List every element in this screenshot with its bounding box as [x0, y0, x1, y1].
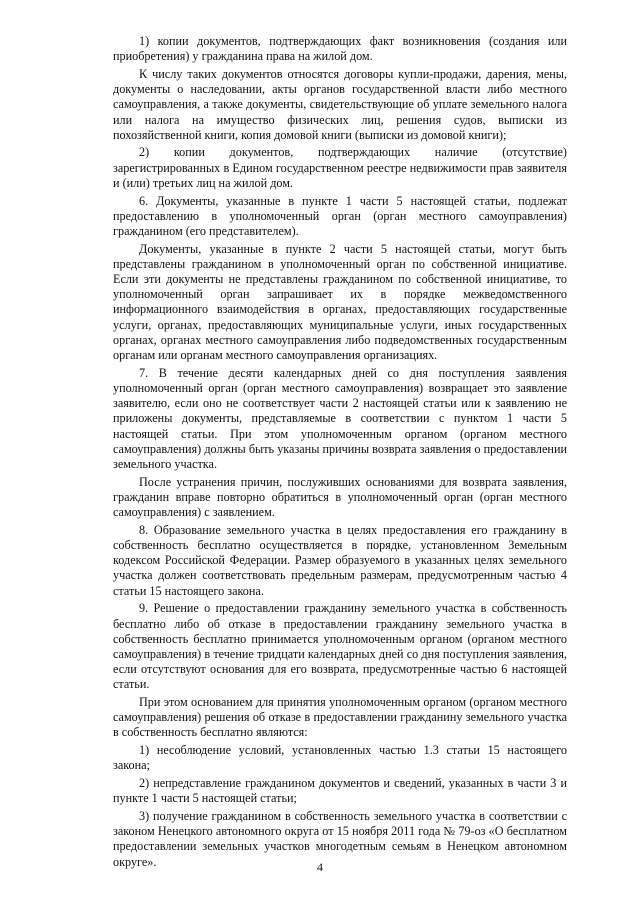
paragraph-2: К числу таких документов относятся договоры купли-продажи, дарения, мены, документы о наследовании, акты органов государственной власти либо местного самоуправления, а также документы, свидетельствующие об уплате земельного налога или налога на имущество физических лиц, решения судов, выписки из похозяйственной книги, копия домовой книги (выписки из домовой книги); [113, 66, 567, 142]
document-body [113, 34, 567, 872]
paragraph-7: После устранения причин, послуживших основаниями для возврата заявления, гражданин вправе повторно обратиться в уполномоченный орган (орган местного самоуправления) с заявлением. [113, 474, 567, 520]
paragraph-11: 1) несоблюдение условий, установленных частью 1.3 статьи 15 настоящего закона; [113, 743, 567, 773]
paragraph-3: 2) копии документов, подтверждающих наличие (отсутствие) зарегистрированных в Едином государственном реестре недвижимости прав заявителя и (или) третьих лиц на жилой дом. [113, 145, 567, 190]
paragraph-13: 3) получение гражданином в собственность земельного участка в соответствии с законом Ненецкого автономного округа от 15 ноября 2011 года № 79-оз «О бесплатном предоставлении земельных участков многодетным семьям в Ненецком автономном округе». [113, 808, 567, 869]
paragraph-8: 8. Образование земельного участка в целях предоставления его гражданину в собственность бесплатно осуществляется в порядке, установленном Земельным кодексом Российской Федерации. Размер образуемого в указанных целях земельного участка должен соответствовать предельным размерам, предусмотренным частью 4 статьи 15 настоящего закона. [113, 522, 567, 598]
page-number: 4 [317, 860, 323, 874]
paragraph-10: При этом основанием для принятия уполномоченным органом (органом местного самоуправления) решения об отказе в предоставлении гражданину земельного участка в собственность бесплатно являются: [113, 695, 567, 740]
paragraph-6: 7. В течение десяти календарных дней со дня поступления заявления уполномоченный орган (орган местного самоуправления) возвращает это заявление заявителю, если оно не соответствует части 2 настоящей статьи или к заявлению не приложены документы, представляемые в соответствии с пунктом 1 части 5 настоящей статьи. При этом уполномоченным органом (органом местного самоуправления) должны быть указаны причины возврата заявления о предоставлении земельного участка. [113, 365, 567, 471]
paragraph-1: 1) копии документов, подтверждающих факт возникновения (создания или приобретения) у гражданина права на жилой дом. [113, 34, 567, 64]
paragraph-12: 2) непредставление гражданином документов и сведений, указанных в части 3 и пункте 1 части 5 настоящей статьи; [113, 776, 567, 806]
paragraph-9: 9. Решение о предоставлении гражданину земельного участка в собственность бесплатно либо об отказе в предоставлении гражданину земельного участка в собственность бесплатно принимается уполномоченным органом (органом местного самоуправления) в течение тридцати календарных дней со дня поступления заявления, если отсутствуют основания для его возврата, предусмотренные частью 6 настоящей статьи. [113, 601, 567, 692]
paragraph-4: 6. Документы, указанные в пункте 1 части 5 настоящей статьи, подлежат предоставлению в уполномоченный орган (орган местного самоуправления) гражданином (его представителем). [113, 193, 567, 238]
paragraph-5: Документы, указанные в пункте 2 части 5 настоящей статьи, могут быть представлены гражданином в уполномоченный орган по собственной инициативе. Если эти документы не представлены гражданином по собственной инициативе, то уполномоченный орган запрашивает их в порядке межведомственного информационного взаимодействия в органах, предоставляющих государственные услуги, органах, предоставляющих муниципальные услуги, иных государственных органах, органах местного самоуправления либо подведомственных государственным органам или органам местного самоуправления организациях. [113, 241, 567, 363]
